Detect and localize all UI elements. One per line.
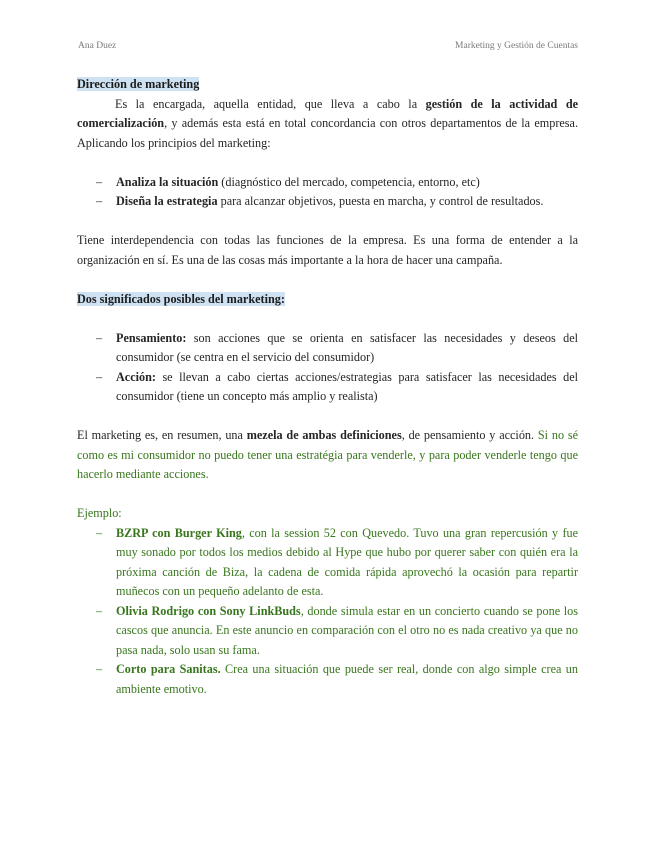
list-item <box>77 329 578 368</box>
summary-bold: mezela de ambas definiciones <box>246 428 402 442</box>
list-item <box>77 173 578 193</box>
intro-text-b: , y además esta está en total concordancia con otros departamentos de la empresa. Aplicando los principios del marketing: <box>77 116 578 150</box>
list-item-bold: Acción: <box>116 369 156 384</box>
summary-text-a: El marketing es, en resumen, una <box>77 428 247 442</box>
list-item-text: , donde simula estar en un concierto cuando se pone los cascos que anuncia. En este anuncio en comparación con el otro no es nada creativo ya que no pasa nada, solo usan su fama. <box>116 603 578 657</box>
intro-bold: gestión de la actividad de comercialización <box>77 96 579 130</box>
meanings-list <box>77 329 578 407</box>
list-item-bold: Olivia Rodrigo con Sony LinkBuds <box>116 603 301 618</box>
section-1-heading: Dirección de marketing <box>77 77 200 91</box>
list-item <box>77 368 578 407</box>
list-item-bold: Pensamiento: <box>116 330 187 345</box>
list-item-bold: BZRP con Burger King <box>116 525 242 540</box>
intro-text-a: Es la encargada, aquella entidad, que lleva a cabo la <box>115 96 426 111</box>
list-item <box>77 660 578 699</box>
list-item <box>77 602 578 661</box>
header-title: Marketing y Gestión de Cuentas <box>455 41 578 51</box>
list-item-text: Crea una situación que puede ser real, donde con algo simple crea un ambiente emotivo. <box>116 662 578 696</box>
header-author: Ana Duez <box>78 41 117 51</box>
list-item-text: (diagnóstico del mercado, competencia, entorno, etc) <box>218 174 480 189</box>
list-item <box>77 524 578 602</box>
list-item-text: se llevan a cabo ciertas acciones/estrategias para satisfacer las necesidades del consumidor (tiene un concepto más amplio y realista) <box>116 369 578 403</box>
list-item-bold: Analiza la situación <box>116 174 219 189</box>
section-1-heading-line <box>77 75 578 95</box>
list-item-text: , con la session 52 con Quevedo. Tuvo una gran repercusión y fue muy sonado por todos los medios debido al Hype que hubo por querer saber con quién era la próxima canción de Biza, la cadena de comida rápida aprovechó la ocasión para repartir muñecos con un pequeño adelanto de esta. <box>116 525 579 598</box>
list-item-bold: Corto para Sanitas. <box>116 662 221 676</box>
page-header <box>78 41 578 51</box>
principles-list <box>77 173 578 212</box>
section-1-intro <box>77 95 578 154</box>
section-2-summary <box>77 426 578 485</box>
list-item-text: para alcanzar objetivos, puesta en marcha, y control de resultados. <box>217 194 544 208</box>
section-2-heading: Dos significados posibles del marketing: <box>77 291 285 306</box>
list-item-bold: Diseña la estrategia <box>116 194 218 208</box>
examples-label: Ejemplo: <box>77 506 122 520</box>
list-item <box>77 192 578 212</box>
section-1-closing: Tiene interdependencia con todas las funciones de la empresa. Es una forma de entender a la organización en sí. Es una de las cosas más importante a la hora de hacer una campaña. <box>77 233 578 267</box>
summary-green: Si no sé como es mi consumidor no puedo tener una estratégia para venderle, y para poder venderle tengo que hacerlo mediante acciones. <box>77 428 579 481</box>
section-2-heading-line <box>77 290 578 310</box>
document-body <box>77 75 578 699</box>
summary-text-b: , de pensamiento y acción. <box>401 428 538 442</box>
list-item-text: son acciones que se orienta en satisfacer las necesidades y deseos del consumidor (se centra en el servicio del consumidor) <box>116 330 578 364</box>
examples-list <box>77 524 578 700</box>
